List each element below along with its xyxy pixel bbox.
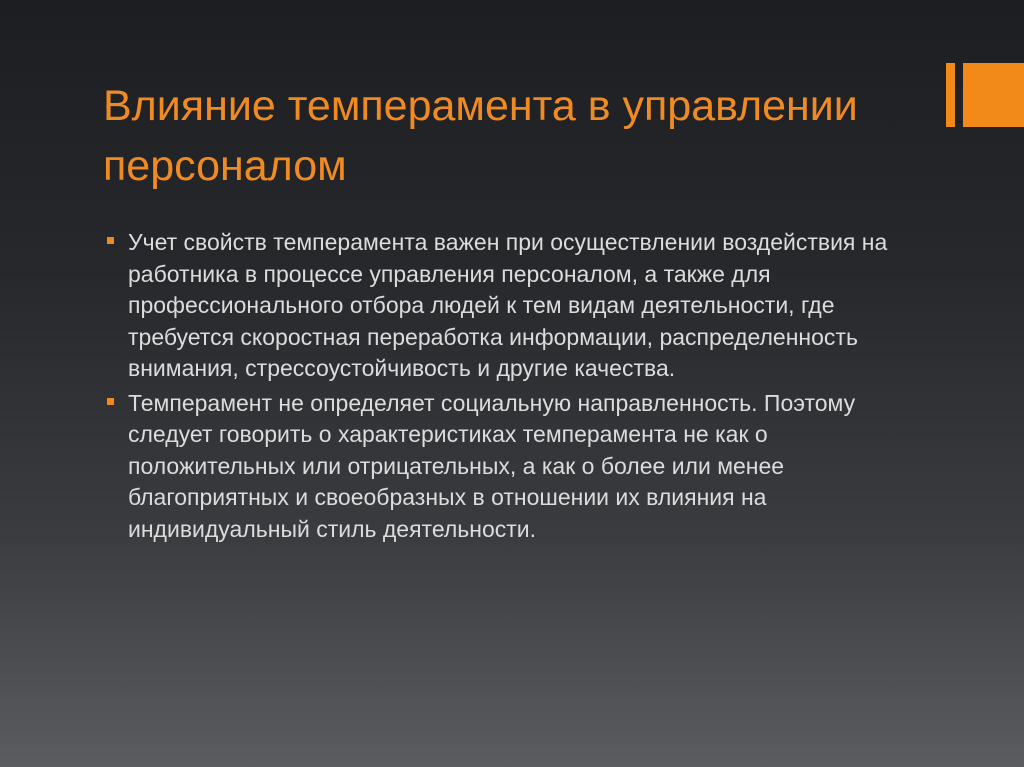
bullet-item xyxy=(107,227,907,385)
accent-bar-thick xyxy=(963,63,1024,127)
square-bullet-icon xyxy=(107,398,114,405)
slide-title: Влияние темперамента в управлении персоналом xyxy=(103,82,858,190)
bullet-list xyxy=(107,227,907,548)
bullet-text: Темперамент не определяет социальную направленность. Поэтому следует говорить о характеристиках темперамента не как о положительных или отрицательных, а как о более или менее благоприятных и своеобразных в отношении их влияния на индивидуальный стиль деятельности. xyxy=(128,389,856,542)
square-bullet-icon xyxy=(107,237,114,244)
bullet-item xyxy=(107,388,907,546)
bullet-text: Учет свойств темперамента важен при осуществлении воздействия на работника в процессе управления персоналом, а также для профессионального отбора людей к тем видам деятельности, где требуется скоростная переработка информации, распределенность внимания, стрессоустойчивость и другие качества. xyxy=(128,229,888,381)
accent-bar-thin xyxy=(946,63,955,127)
